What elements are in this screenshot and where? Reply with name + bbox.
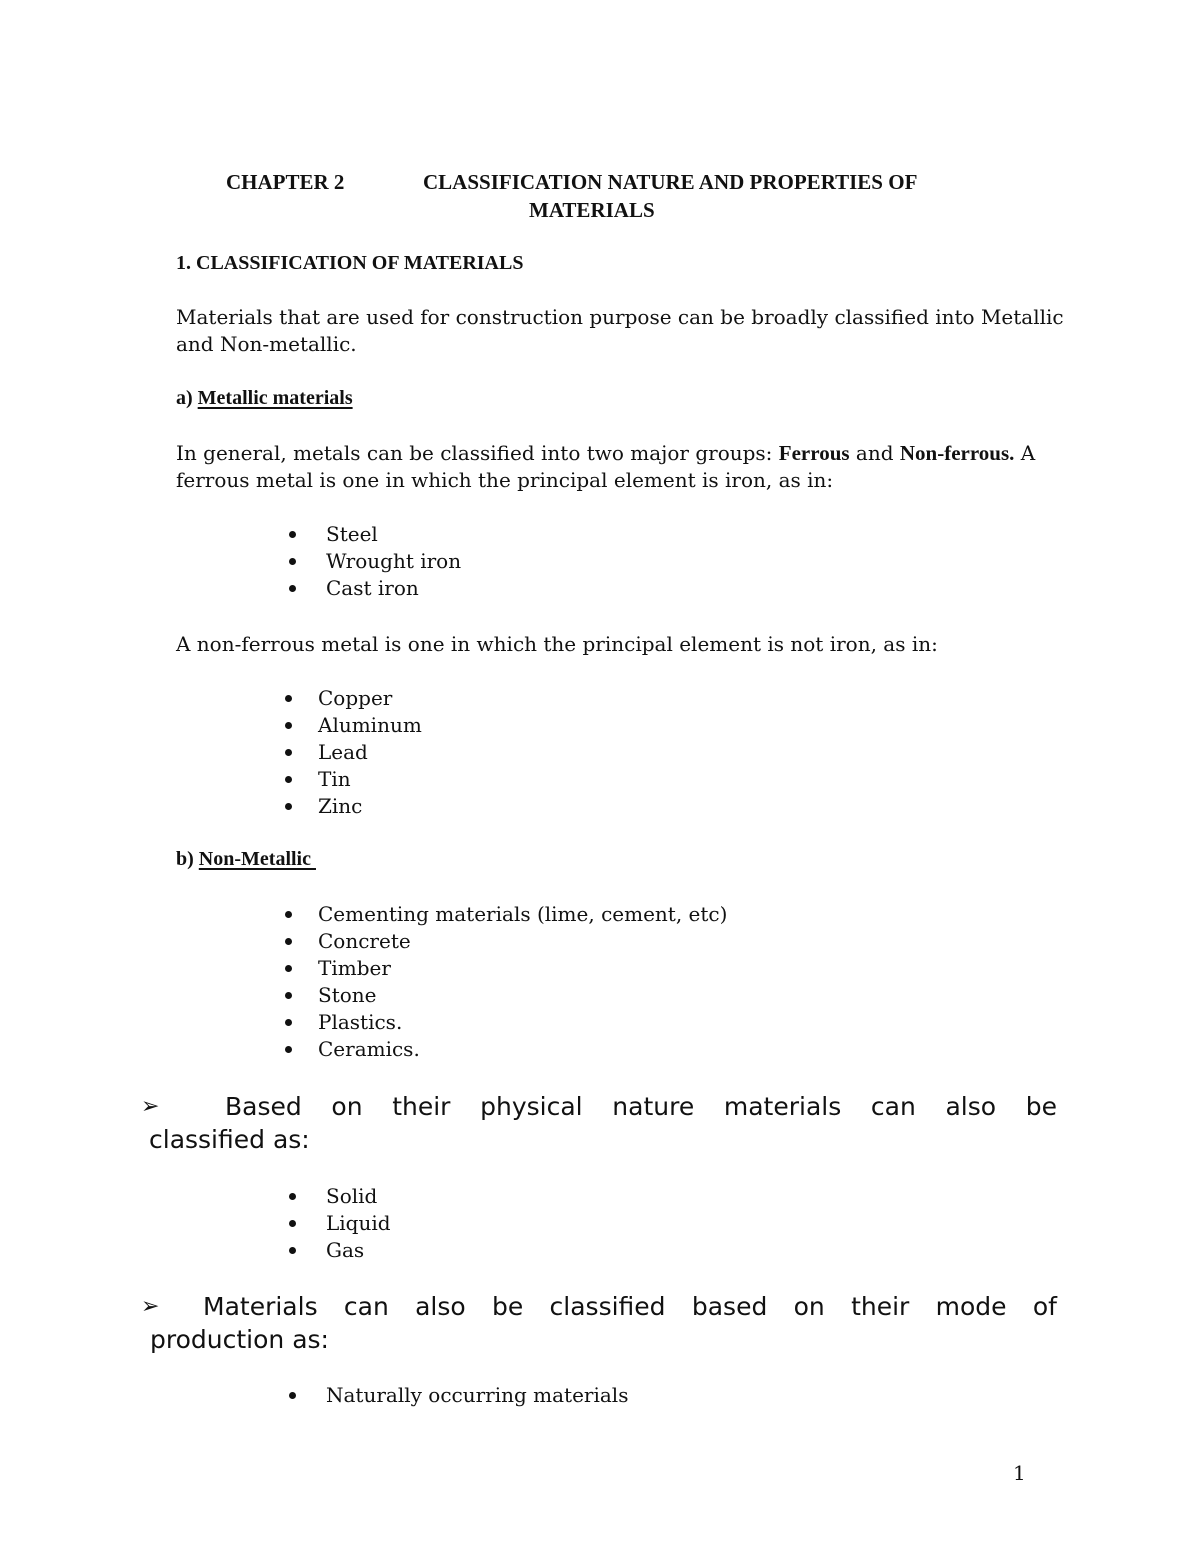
nonmetallic-label: Non-Metallic [198,848,316,870]
intro-paragraph-line2: and Non-metallic. [176,332,357,356]
bullet-icon [289,585,296,592]
metallic-paragraph-line1 [176,440,1035,467]
word: nature [612,1092,695,1121]
bullet-icon [285,965,292,972]
word: also [415,1292,466,1321]
word: be [1025,1092,1057,1121]
list-item-text: Cementing materials (lime, cement, etc) [318,902,728,926]
word: materials [723,1092,842,1121]
word: Based [225,1092,302,1121]
word: can [870,1092,916,1121]
bullet-icon [289,1193,296,1200]
list-item [326,1382,628,1409]
bullet-icon [289,1220,296,1227]
word: classified [549,1292,666,1321]
bullet-icon [285,776,292,783]
page-number: 1 [1013,1461,1026,1485]
list-item-text: Steel [326,522,378,546]
nonferrous-list [318,685,422,820]
list-item-text: Cast iron [326,576,419,600]
list-item [318,1036,727,1063]
bullet-icon [289,1392,296,1399]
list-item [318,685,422,712]
list-item-text: Copper [318,686,393,710]
chapter-label: CHAPTER 2 [226,170,345,194]
intro-paragraph-line1: Materials that are used for construction purpose can be broadly classified into Metallic [176,305,1064,329]
physical-heading-line2: classified as: [149,1125,310,1154]
list-item [326,575,461,602]
list-item [318,901,727,928]
bullet-icon [285,722,292,729]
list-item-text: Wrought iron [326,549,462,573]
physical-heading-line1 [201,1090,1057,1123]
list-item-text: Ceramics. [318,1037,420,1061]
list-item [318,712,422,739]
bullet-icon [285,1046,292,1053]
word: physical [480,1092,583,1121]
arrow-bullet-icon: ➢ [141,1294,160,1319]
metallic-text: In general, metals can be classified into two major groups: [176,441,779,465]
list-item [326,521,461,548]
list-item [326,1237,391,1264]
word: Materials [203,1292,318,1321]
word: on [793,1292,825,1321]
word: mode [935,1292,1007,1321]
metallic-label: Metallic materials [197,387,353,409]
list-item [318,766,422,793]
list-item [318,793,422,820]
chapter-title-line1: CLASSIFICATION NATURE AND PROPERTIES OF [423,170,918,194]
nonmetallic-list [318,901,727,1063]
bullet-icon [285,1019,292,1026]
list-item-text: Concrete [318,929,411,953]
ferrous-term: Ferrous [778,441,850,465]
list-item-text: Naturally occurring materials [326,1383,629,1407]
section-heading: 1. CLASSIFICATION OF MATERIALS [176,252,524,274]
list-item-text: Stone [318,983,377,1007]
metallic-subheading [176,387,353,410]
list-item-text: Lead [318,740,368,764]
list-item-text: Timber [318,956,391,980]
metallic-paragraph-line2: ferrous metal is one in which the principal element is iron, as in: [176,468,834,492]
bullet-icon [285,695,292,702]
chapter-title-line2: MATERIALS [529,198,655,222]
nonmetallic-subheading [176,848,316,871]
list-item-text: Zinc [318,794,363,818]
word: can [343,1292,389,1321]
word: also [945,1092,997,1121]
metallic-text-and: and [849,441,900,465]
bullet-icon [289,1247,296,1254]
list-item-text: Aluminum [318,713,422,737]
ferrous-list [326,521,461,602]
list-item [318,982,727,1009]
list-item [326,1210,391,1237]
word: their [392,1092,451,1121]
bullet-icon [285,911,292,918]
word: of [1032,1292,1057,1321]
list-item-text: Gas [326,1238,365,1262]
list-item [326,1183,391,1210]
list-item [318,1009,727,1036]
list-item [318,928,727,955]
bullet-icon [285,992,292,999]
list-item [326,548,461,575]
bullet-icon [285,749,292,756]
list-item-text: Liquid [326,1211,391,1235]
production-heading-line2: production as: [150,1325,329,1354]
bullet-icon [289,558,296,565]
bullet-icon [285,803,292,810]
list-item-text: Tin [318,767,351,791]
metallic-prefix: a) [176,387,193,409]
production-list [326,1382,628,1409]
word: their [851,1292,910,1321]
arrow-bullet-icon: ➢ [141,1094,160,1119]
list-item [318,955,727,982]
metallic-text-end: A [1014,441,1036,465]
nonmetallic-prefix: b) [176,848,194,870]
word: on [331,1092,363,1121]
nonferrous-paragraph: A non-ferrous metal is one in which the principal element is not iron, as in: [176,632,938,656]
list-item [318,739,422,766]
word: based [691,1292,768,1321]
nonferrous-term: Non-ferrous. [899,441,1015,465]
physical-list [326,1183,391,1264]
list-item-text: Solid [326,1184,378,1208]
bullet-icon [289,531,296,538]
list-item-text: Plastics. [318,1010,403,1034]
production-heading-line1 [201,1290,1057,1323]
word: be [492,1292,524,1321]
bullet-icon [285,938,292,945]
